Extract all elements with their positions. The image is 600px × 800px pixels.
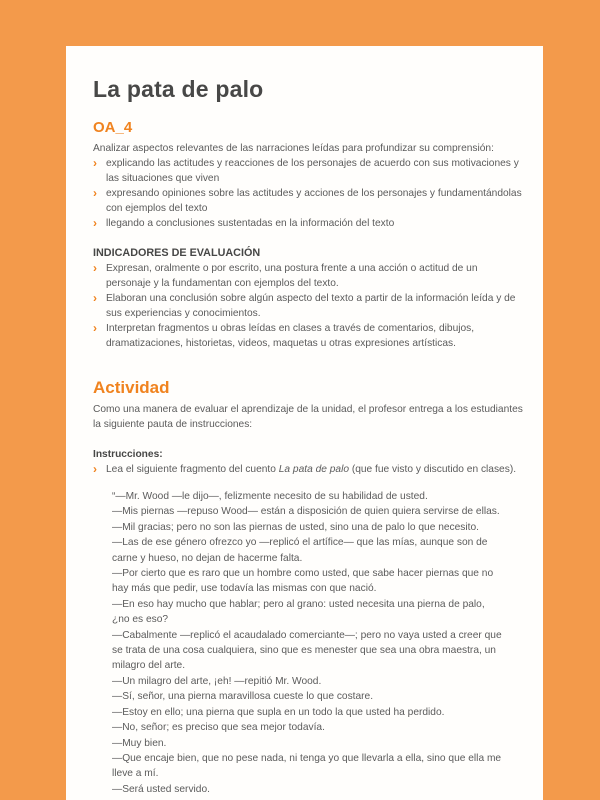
- quote-paragraph: —Mil gracias; pero no son las piernas de usted, sino una de palo lo que necesito.: [112, 521, 479, 533]
- quote-paragraph: —Sí, señor, una pierna maravillosa cueste lo que costare.: [112, 691, 374, 703]
- quote-paragraph: —No, señor; es preciso que sea mejor todavía.: [112, 722, 325, 734]
- bullet-text: Elaboran una conclusión sobre algún aspecto del texto a partir de la información leída y de sus experiencias y conocimientos.: [106, 293, 516, 319]
- list-item: [93, 261, 523, 291]
- quote-paragraph: —Las de ese género ofrezco yo —replicó el artífice— que las mías, aunque son de carne y hueso, no dejan de hacerme falta.: [112, 537, 488, 564]
- quote-paragraph: —Que encaje bien, que no pese nada, ni tenga yo que llevarla a ella, sino que ella me lleve a mí.: [112, 752, 502, 780]
- instruction-item: [93, 462, 523, 477]
- bullet-text: Interpretan fragmentos u obras leídas en clases a través de comentarios, dibujos, dramatizaciones, historietas, videos, maquetas u otras expresiones artísticas.: [106, 323, 475, 349]
- list-item: [93, 291, 523, 321]
- quote-paragraph: —Muy bien.: [112, 737, 167, 749]
- bullet-text: expresando opiniones sobre las actitudes y acciones de los personajes y fundamentándolas con ejemplos del texto: [106, 188, 522, 214]
- quote-paragraph: “—Mr. Wood —le dijo—, felizmente necesito de su habilidad de usted.: [112, 491, 428, 502]
- indicadores-bullet-list: [93, 261, 523, 351]
- bullet-text: llegando a conclusiones sustentadas en la información del texto: [106, 218, 395, 229]
- chevron-bullet-icon: ›: [93, 186, 97, 200]
- quote-paragraph: —Cabalmente —replicó el acaudalado comerciante—; pero no vaya usted a creer que se trata de una cosa cualquiera, sino que es menester que sea una obra maestra, un milagro del arte.: [112, 629, 502, 672]
- chevron-bullet-icon: ›: [93, 462, 97, 476]
- quote-paragraph: —Estoy en ello; una pierna que supla en un todo la que usted ha perdido.: [112, 706, 445, 718]
- list-item: [93, 321, 523, 351]
- bullet-text: Expresan, oralmente o por escrito, una postura frente a una acción o actitud de un personaje y la fundamentan con ejemplos del texto.: [106, 263, 478, 289]
- quote-paragraph: —Será usted servido.: [112, 783, 210, 795]
- oa-heading: OA_4: [93, 119, 133, 136]
- list-item: [93, 186, 523, 216]
- page-content: [66, 46, 543, 797]
- instrucciones-label: Instrucciones:: [93, 449, 163, 460]
- chevron-bullet-icon: ›: [93, 321, 97, 335]
- list-item: [93, 156, 523, 186]
- instruction-text-post: (que fue visto y discutido en clases).: [349, 464, 517, 475]
- oa-bullet-list: [93, 156, 523, 231]
- quote-paragraph: —Por cierto que es raro que un hombre como usted, que sabe hacer piernas que no hay más que pedir, use todavía las mismas con que nació.: [112, 568, 494, 595]
- quote-paragraph: —En eso hay mucho que hablar; pero al grano: usted necesita una pierna de palo, ¿no es eso?: [112, 598, 485, 626]
- actividad-section: [93, 378, 523, 797]
- oa-intro: Analizar aspectos relevantes de las narraciones leídas para profundizar su comprensión:: [93, 143, 494, 154]
- quote-paragraph: —Mis piernas —repuso Wood— están a disposición de quien quiera servirse de ellas.: [112, 506, 500, 518]
- actividad-intro: Como una manera de evaluar el aprendizaje de la unidad, el profesor entrega a los estudiantes la siguiente pauta de instrucciones:: [93, 404, 523, 430]
- chevron-bullet-icon: ›: [93, 261, 97, 275]
- indicadores-heading: INDICADORES DE EVALUACIÓN: [93, 247, 261, 259]
- instruction-text-pre: Lea el siguiente fragmento del cuento: [106, 464, 279, 475]
- indicadores-section: [93, 246, 523, 351]
- page-title: La pata de palo: [93, 76, 264, 102]
- actividad-heading: Actividad: [93, 378, 170, 397]
- bullet-text: explicando las actitudes y reacciones de los personajes de acuerdo con sus motivaciones y las situaciones que viven: [106, 158, 519, 184]
- chevron-bullet-icon: ›: [93, 291, 97, 305]
- instruction-text: [106, 462, 523, 477]
- story-quote-block: [112, 489, 504, 797]
- oa-section: [93, 119, 523, 231]
- chevron-bullet-icon: ›: [93, 156, 97, 170]
- chevron-bullet-icon: ›: [93, 216, 97, 230]
- cuento-title-italic: La pata de palo: [278, 464, 349, 475]
- quote-paragraph: —Un milagro del arte, ¡eh! —repitió Mr. Wood.: [112, 675, 322, 687]
- list-item: [93, 216, 523, 231]
- document-page: [66, 46, 543, 800]
